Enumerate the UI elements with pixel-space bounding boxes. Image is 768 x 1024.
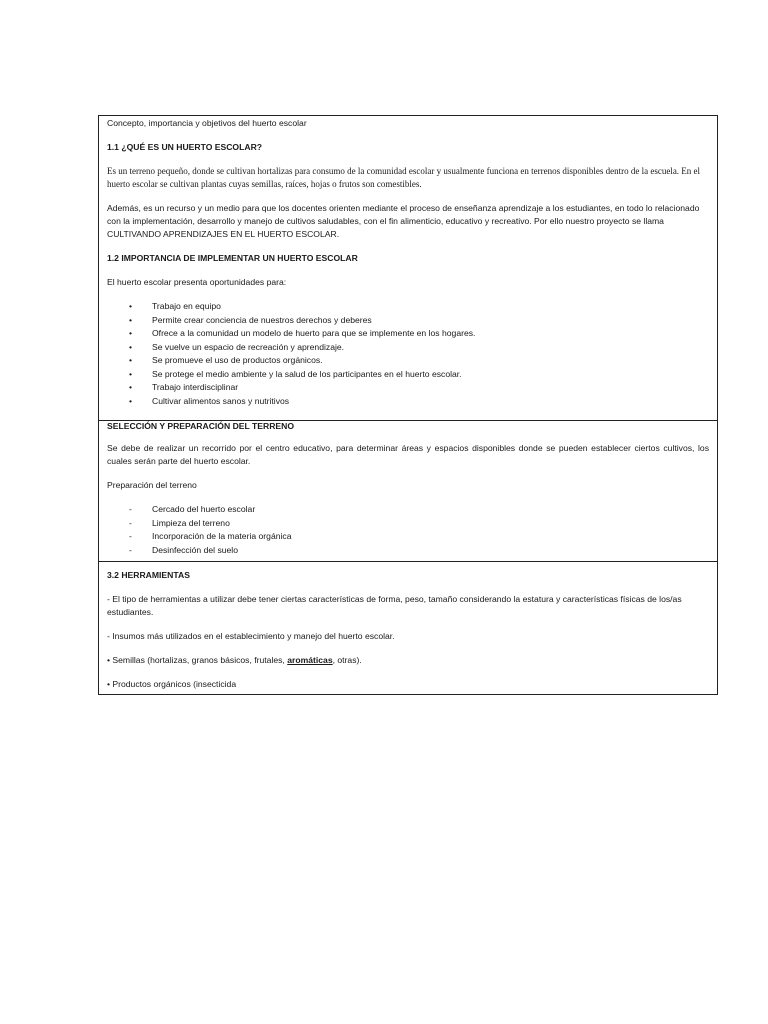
paragraph-recorrido: Se debe de realizar un recorrido por el centro educativo, para determinar áreas y espacios disponibles donde se pueden establecer ciertos cultivos, los cuales serán parte del huerto escolar. — [107, 443, 709, 466]
paragraph-productos-organicos: • Productos orgánicos (insecticida — [107, 679, 237, 689]
paragraph-oportunidades: El huerto escolar presenta oportunidades para: — [107, 277, 287, 287]
section-concepto — [99, 116, 717, 421]
document-table — [98, 115, 718, 695]
dash-icon: - — [129, 504, 132, 514]
dash-icon: - — [129, 531, 132, 541]
list-item: - Limpieza del terreno — [107, 517, 709, 531]
dash-list-preparacion — [107, 503, 709, 557]
section-seleccion-terreno — [99, 421, 717, 562]
bullet-icon: • — [129, 395, 133, 406]
bullet-icon: • — [129, 368, 133, 379]
bullet-icon: • — [129, 355, 133, 365]
list-item: • Trabajo interdisciplinar — [107, 381, 709, 395]
list-item: • Se protege el medio ambiente y la salud de los participantes en el huerto escolar. — [107, 368, 709, 382]
subheading-preparacion: Preparación del terreno — [107, 480, 197, 490]
heading-importancia: 1.2 IMPORTANCIA DE IMPLEMENTAR UN HUERTO ESCOLAR — [107, 253, 358, 263]
heading-que-es: 1.1 ¿QUÉ ES UN HUERTO ESCOLAR? — [107, 142, 263, 152]
heading-seleccion: SELECCIÓN Y PREPARACIÓN DEL TERRENO — [107, 421, 295, 431]
underlined-term: aromáticas — [287, 655, 333, 665]
paragraph-recurso: Además, es un recurso y un medio para que los docentes orienten mediante el proceso de enseñanza aprendizaje a los estudiantes, en todo lo relacionado con la implementación, desarrollo y manejo de cultivos saludables, con el fin alimenticio, educativo y recreativo. Por ello nuestro proyecto se llama CULTIVANDO APRENDIZAJES EN EL HUERTO ESCOLAR. — [107, 203, 700, 239]
section-herramientas — [99, 562, 717, 694]
heading-herramientas: 3.2 HERRAMIENTAS — [107, 570, 190, 580]
bullet-icon: • — [129, 328, 133, 338]
bullet-icon: • — [129, 314, 133, 325]
list-item: • Se vuelve un espacio de recreación y aprendizaje. — [107, 341, 709, 355]
list-item: • Ofrece a la comunidad un modelo de huerto para que se implemente en los hogares. — [107, 327, 709, 341]
bullet-icon: • — [129, 341, 133, 352]
bullet-icon: • — [129, 382, 133, 392]
list-item: • Cultivar alimentos sanos y nutritivos — [107, 395, 709, 409]
list-item: • Trabajo en equipo — [107, 300, 709, 314]
dash-icon: - — [129, 517, 132, 528]
dash-icon: - — [129, 544, 132, 555]
section-title: Concepto, importancia y objetivos del huerto escolar — [107, 118, 307, 128]
bullet-list-oportunidades — [107, 300, 709, 408]
list-item: - Desinfección del suelo — [107, 544, 709, 558]
bullet-icon: • — [129, 301, 133, 311]
list-item: • Permite crear conciencia de nuestros derechos y deberes — [107, 314, 709, 328]
list-item: • Se promueve el uso de productos orgánicos. — [107, 354, 709, 368]
paragraph-semillas: • Semillas (hortalizas, granos básicos, frutales, aromáticas, otras). — [107, 655, 362, 665]
list-item: - Cercado del huerto escolar — [107, 503, 709, 517]
paragraph-definicion: Es un terreno pequeño, donde se cultivan hortalizas para consumo de la comunidad escolar y usualmente funciona en terrenos disponibles dentro de la escuela. En el huerto escolar se cultivan plantas cuyas semillas, raíces, hojas o frutos son comestibles. — [107, 166, 701, 189]
paragraph-tipo-herramientas: - El tipo de herramientas a utilizar debe tener ciertas características de forma, peso, tamaño considerando la estatura y características físicas de los/as estudiantes. — [107, 594, 682, 617]
list-item: - Incorporación de la materia orgánica — [107, 530, 709, 544]
paragraph-insumos: - Insumos más utilizados en el establecimiento y manejo del huerto escolar. — [107, 631, 395, 641]
